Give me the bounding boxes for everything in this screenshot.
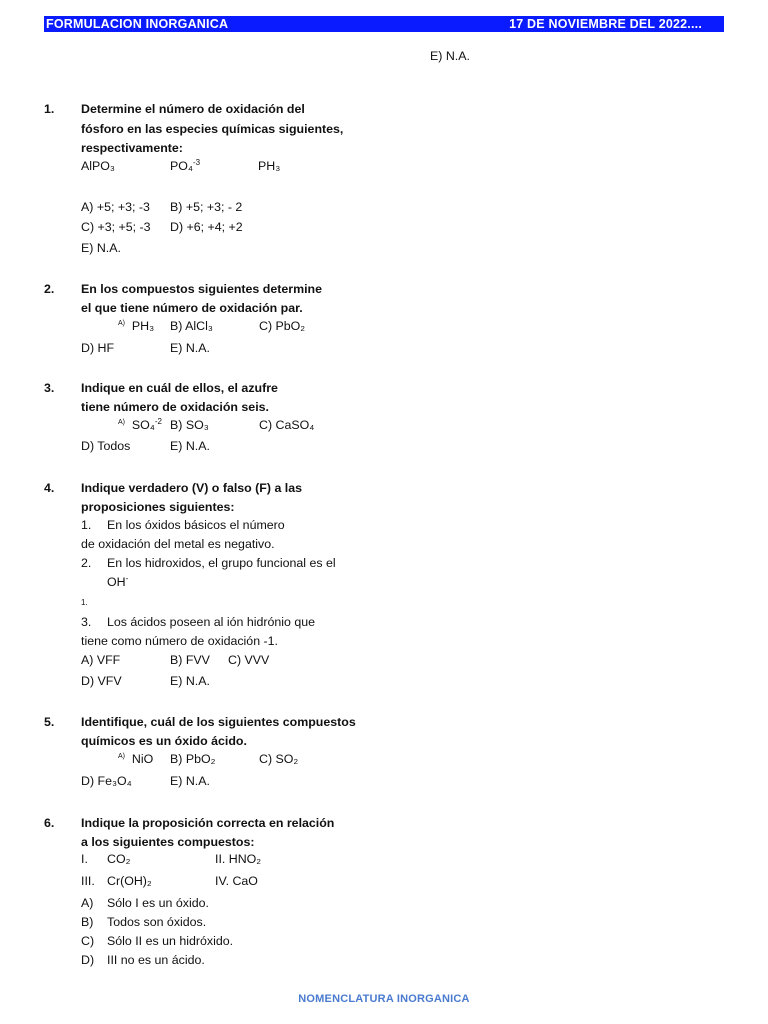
option-d: D) HF [81, 341, 115, 355]
question-text: químicos es un óxido ácido. [81, 734, 247, 748]
proposition-2-number: 2. [81, 556, 92, 570]
option-tag: D) [81, 953, 95, 967]
header-date: 17 DE NOVIEMBRE DEL 2022.... [509, 17, 702, 31]
option-tag: C) [81, 934, 95, 948]
option-a-tag: A) [118, 752, 125, 760]
option-a [118, 750, 153, 770]
option-d: D) Fe₃O₄ [81, 774, 132, 788]
question-number: 1. [44, 102, 55, 116]
option-e: E) N.A. [170, 674, 210, 688]
compound-i: CO₂ [107, 852, 131, 866]
option-text: Sólo II es un hidróxido. [107, 934, 234, 948]
option-a [118, 317, 154, 337]
proposition-3-text: tiene como número de oxidación -1. [81, 634, 278, 648]
species-charge: -3 [192, 157, 201, 167]
option-b: B) +5; +3; - 2 [170, 200, 243, 214]
proposition-1-number: 1. [81, 518, 92, 532]
option-a [118, 416, 162, 436]
page-footer: NOMENCLATURA INORGANICA [298, 993, 470, 1005]
compound-iv: IV. CaO [215, 874, 258, 888]
option-a-text: NiO [131, 752, 154, 766]
question-text: el que tiene número de oxidación par. [81, 301, 303, 315]
hydroxide-formula: OH [107, 575, 126, 589]
option-e: E) N.A. [81, 241, 121, 255]
option-b: B) AlCl₃ [170, 319, 213, 333]
question-text: Indique la proposición correcta en relación [81, 816, 335, 830]
question-number: 6. [44, 816, 55, 830]
hydroxide-charge: - [125, 573, 129, 583]
question-text: Determine el número de oxidación del [81, 102, 305, 116]
proposition-2-text: En los hidroxidos, el grupo funcional es el [107, 556, 336, 570]
header-title: FORMULACION INORGANICA [46, 17, 229, 31]
compound-iii: Cr(OH)₂ [107, 874, 152, 888]
compound-ii: II. HNO₂ [215, 852, 262, 866]
option-d: D) VFV [81, 674, 122, 688]
option-a-text: SO₄ [131, 418, 155, 432]
option-a-charge: -2 [154, 416, 162, 426]
species-po4 [170, 157, 200, 177]
option-text: Todos son óxidos. [107, 915, 207, 929]
question-text: respectivamente: [81, 141, 183, 155]
question-text: Indique en cuál de ellos, el azufre [81, 381, 278, 395]
option-text: Sólo I es un óxido. [107, 896, 209, 910]
option-c: C) VVV [228, 653, 270, 667]
option-c: C) PbO₂ [259, 319, 306, 333]
proposition-1-text: de oxidación del metal es negativo. [81, 537, 275, 551]
proposition-3-number: 3. [81, 615, 92, 629]
question-text: a los siguientes compuestos: [81, 835, 255, 849]
compound-i-number: I. [81, 852, 88, 866]
question-number: 5. [44, 715, 55, 729]
question-number: 4. [44, 481, 55, 495]
option-a-tag: A) [118, 319, 125, 327]
proposition-2-formula [107, 573, 128, 593]
option-c: C) CaSO₄ [259, 418, 315, 432]
footnote-dot: . [85, 598, 88, 607]
option-a-text: PH₃ [131, 319, 155, 333]
option-a: A) +5; +3; -3 [81, 200, 150, 214]
option-a: A) VFF [81, 653, 121, 667]
option-text: III no es un ácido. [107, 953, 205, 967]
question-text: tiene número de oxidación seis. [81, 400, 269, 414]
option-c: C) SO₂ [259, 752, 299, 766]
option-b: B) SO₃ [170, 418, 209, 432]
footnote-number: 1 [81, 598, 86, 607]
question-text: En los compuestos siguientes determine [81, 282, 322, 296]
option-e: E) N.A. [170, 439, 210, 453]
question-text: fósforo en las especies químicas siguientes, [81, 122, 344, 136]
proposition-3-text: Los ácidos poseen al ión hidrónio que [107, 615, 316, 629]
option-b: B) FVV [170, 653, 210, 667]
option-tag: A) [81, 896, 94, 910]
option-e: E) N.A. [170, 341, 210, 355]
option-e: E) N.A. [170, 774, 210, 788]
option-tag: B) [81, 915, 94, 929]
species-formula: PO₄ [170, 159, 193, 173]
question-text: proposiciones siguientes: [81, 500, 235, 514]
footnote-mark [81, 593, 88, 613]
option-c: C) +3; +5; -3 [81, 220, 151, 234]
question-text: Indique verdadero (V) o falso (F) a las [81, 481, 303, 495]
stray-option-e: E) N.A. [430, 49, 470, 63]
option-a-tag: A) [118, 418, 125, 426]
option-b: B) PbO₂ [170, 752, 216, 766]
question-number: 2. [44, 282, 55, 296]
proposition-1-text: En los óxidos básicos el número [107, 518, 285, 532]
option-d: D) Todos [81, 439, 131, 453]
question-text: Identifique, cuál de los siguientes compuestos [81, 715, 356, 729]
header-bar [44, 16, 724, 32]
species-ph3: PH₃ [258, 159, 281, 173]
question-number: 3. [44, 381, 55, 395]
species-alpo3: AlPO₃ [81, 159, 115, 173]
option-d: D) +6; +4; +2 [170, 220, 243, 234]
compound-iii-number: III. [81, 874, 95, 888]
